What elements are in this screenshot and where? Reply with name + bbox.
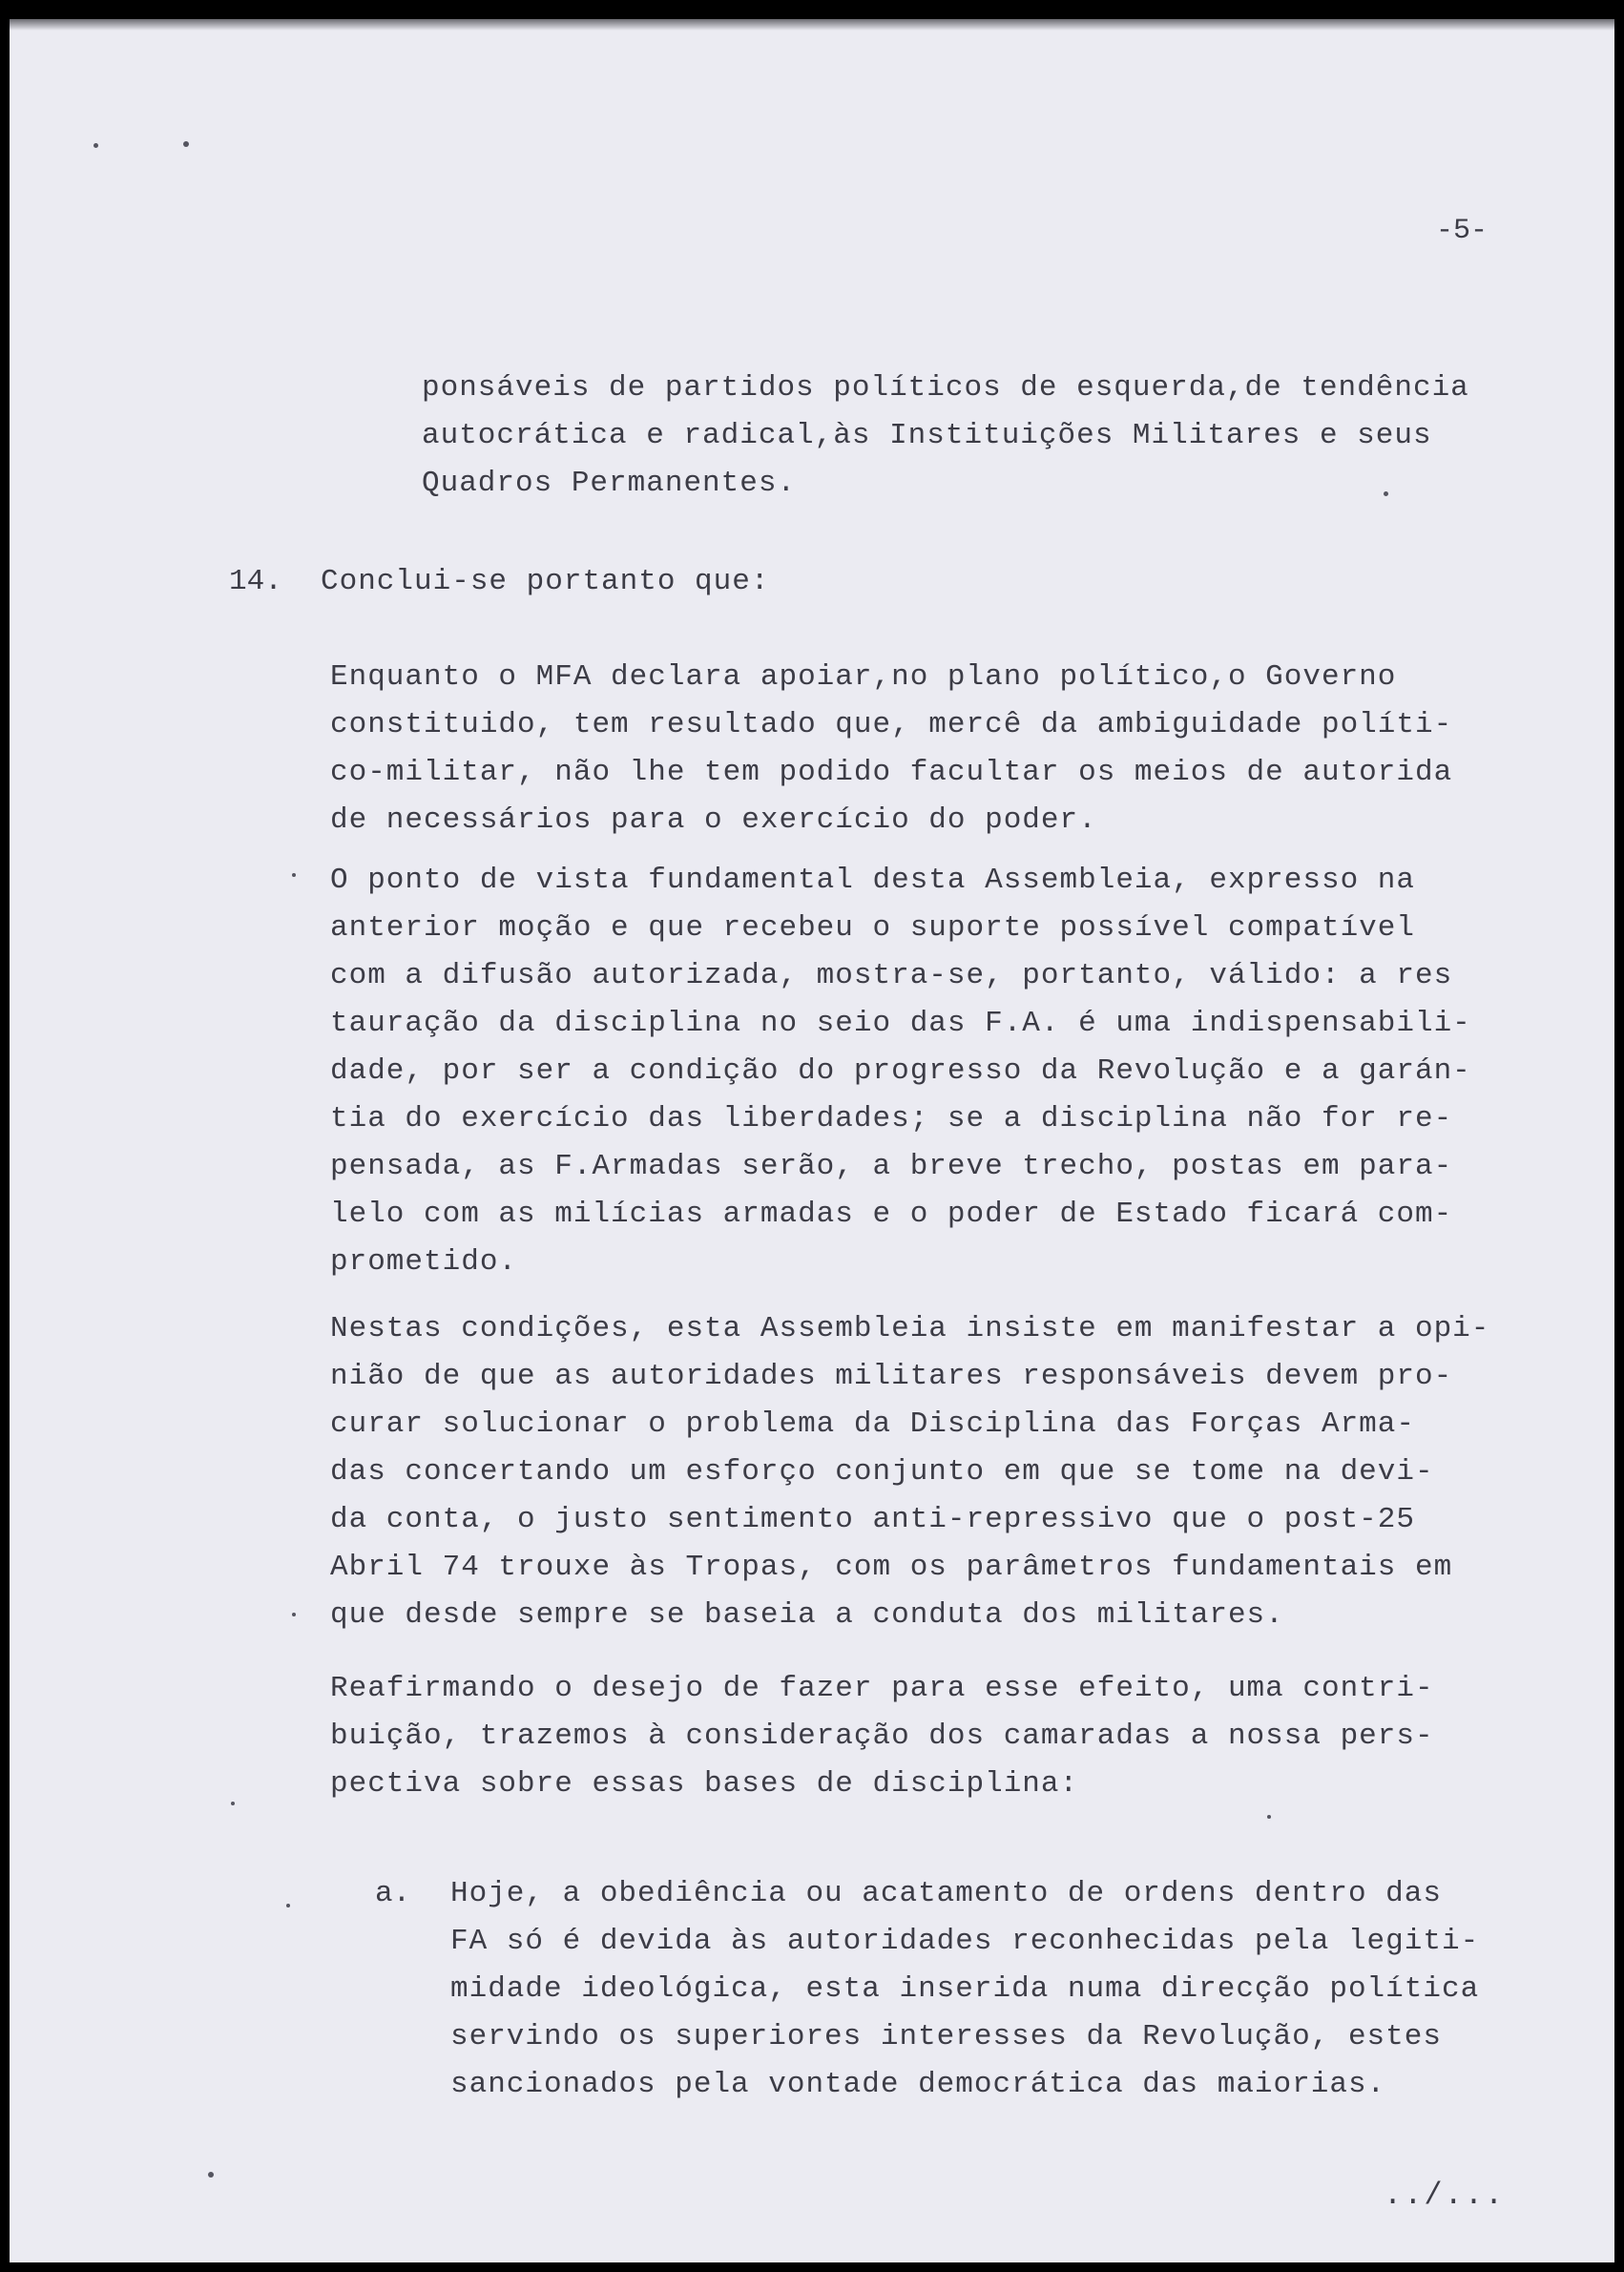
paragraph-line: Reafirmando o desejo de fazer para esse efeito, uma contri- bbox=[330, 1672, 1434, 1705]
intro-line: autocrática e radical,às Instituições Militares e seus bbox=[422, 419, 1432, 452]
scan-speck bbox=[208, 2172, 214, 2178]
paragraph-line: curar solucionar o problema da Disciplina das Forças Arma- bbox=[330, 1407, 1415, 1441]
intro-line: ponsáveis de partidos políticos de esquerda,de tendência bbox=[422, 371, 1469, 405]
paragraph-line: da conta, o justo sentimento anti-repressivo que o post-25 bbox=[330, 1503, 1415, 1536]
subitem-label: a. bbox=[375, 1877, 411, 1910]
paragraph-line: constituido, tem resultado que, mercê da ambiguidade políti- bbox=[330, 708, 1453, 741]
page-number: -5- bbox=[1436, 215, 1489, 247]
scan-speck bbox=[292, 873, 296, 877]
item-heading: Conclui-se portanto que: bbox=[321, 565, 770, 598]
subitem-line: sancionados pela vontade democrática das maiorias. bbox=[450, 2068, 1386, 2101]
continuation-marker: ../... bbox=[1384, 2178, 1506, 2213]
paragraph-line: prometido. bbox=[330, 1245, 518, 1279]
paragraph-line: das concertando um esforço conjunto em que se tome na devi- bbox=[330, 1455, 1434, 1489]
subitem-line: servindo os superiores interesses da Revolução, estes bbox=[450, 2020, 1442, 2053]
paragraph-line: tia do exercício das liberdades; se a disciplina não for re- bbox=[330, 1102, 1453, 1136]
scan-edge bbox=[10, 19, 1614, 31]
scan-speck bbox=[1384, 491, 1388, 496]
paragraph-line: pectiva sobre essas bases de disciplina: bbox=[330, 1767, 1079, 1801]
paragraph-line: anterior moção e que recebeu o suporte possível compatível bbox=[330, 911, 1415, 945]
paragraph-line: Abril 74 trouxe às Tropas, com os parâmetros fundamentais em bbox=[330, 1551, 1453, 1584]
item-number: 14. bbox=[229, 565, 282, 598]
paragraph-line: que desde sempre se baseia a conduta dos militares. bbox=[330, 1598, 1284, 1632]
subitem-line: Hoje, a obediência ou acatamento de ordens dentro das bbox=[450, 1877, 1442, 1910]
paragraph-line: Nestas condições, esta Assembleia insiste em manifestar a opi- bbox=[330, 1312, 1490, 1345]
scan-speck bbox=[231, 1802, 235, 1805]
paragraph-line: co-militar, não lhe tem podido facultar os meios de autorida bbox=[330, 756, 1453, 789]
paragraph-line: O ponto de vista fundamental desta Assembleia, expresso na bbox=[330, 864, 1415, 897]
paragraph-line: dade, por ser a condição do progresso da Revolução e a garán- bbox=[330, 1054, 1471, 1088]
scan-speck bbox=[94, 143, 98, 148]
document-page bbox=[10, 19, 1614, 2262]
subitem-line: FA só é devida às autoridades reconhecidas pela legiti- bbox=[450, 1925, 1480, 1958]
paragraph-line: tauração da disciplina no seio das F.A. é uma indispensabili- bbox=[330, 1007, 1471, 1040]
paragraph-line: lelo com as milícias armadas e o poder de Estado ficará com- bbox=[330, 1198, 1453, 1231]
scan-speck bbox=[292, 1613, 296, 1616]
paragraph-line: de necessários para o exercício do poder. bbox=[330, 803, 1097, 837]
intro-line: Quadros Permanentes. bbox=[422, 467, 797, 500]
paragraph-line: Enquanto o MFA declara apoiar,no plano político,o Governo bbox=[330, 660, 1397, 694]
paragraph-line: pensada, as F.Armadas serão, a breve trecho, postas em para- bbox=[330, 1150, 1453, 1183]
paragraph-line: buição, trazemos à consideração dos camaradas a nossa pers- bbox=[330, 1720, 1434, 1753]
scan-speck bbox=[1267, 1815, 1271, 1819]
scan-speck bbox=[286, 1904, 290, 1907]
paragraph-line: com a difusão autorizada, mostra-se, portanto, válido: a res bbox=[330, 959, 1453, 992]
paragraph-line: nião de que as autoridades militares responsáveis devem pro- bbox=[330, 1360, 1453, 1393]
subitem-line: midade ideológica, esta inserida numa direcção política bbox=[450, 1972, 1480, 2006]
scan-speck bbox=[183, 141, 189, 147]
